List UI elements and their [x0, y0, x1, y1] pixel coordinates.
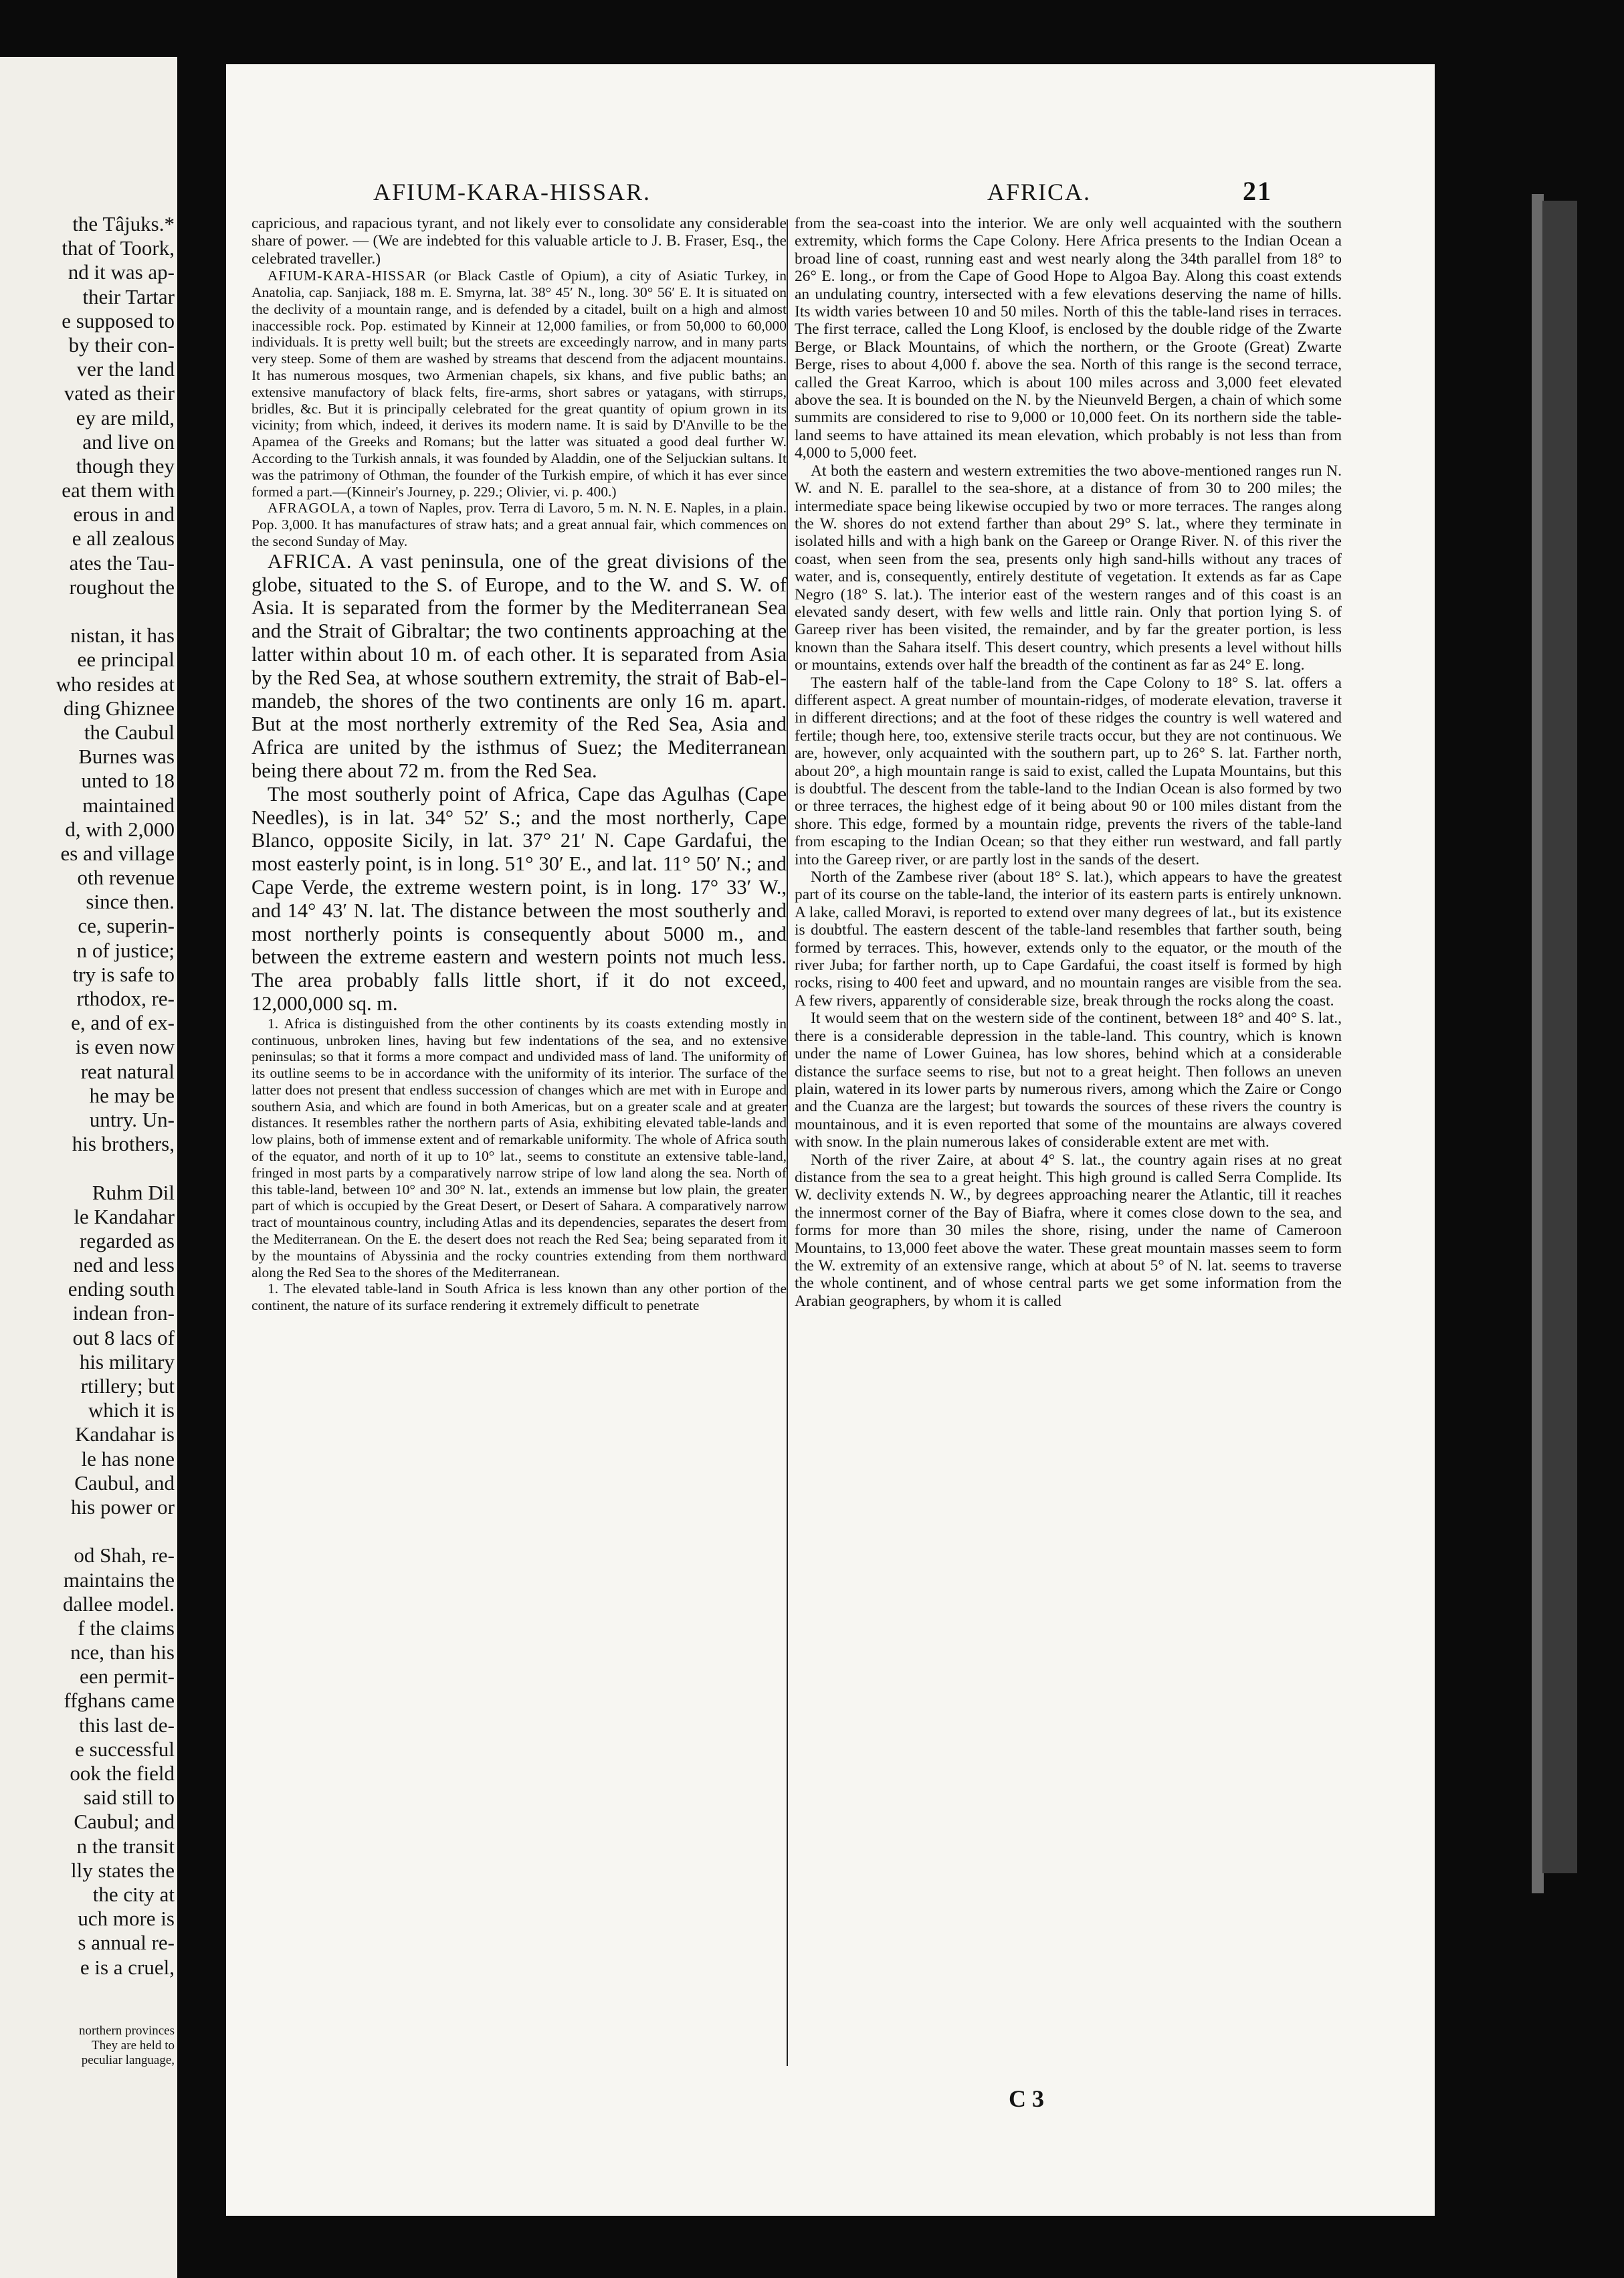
previous-page-line: Caubul, and [74, 1470, 175, 1495]
previous-page-line: the Caubul [84, 720, 175, 744]
paragraph: capricious, and rapacious tyrant, and not likely ever to consolidate any considerable share of power. — (We are indebted for this valuable article to J. B. Fraser, Esq., the celebrated traveller.) [251, 215, 787, 268]
previous-page-line: is even now [75, 1035, 175, 1059]
previous-page-line: he may be [89, 1083, 175, 1107]
previous-page-line: their Tartar [82, 284, 175, 308]
previous-page-line: his brothers, [72, 1132, 175, 1156]
previous-page-line: unted to 18 [81, 769, 175, 793]
paragraph: 1. The elevated table-land in South Africa is less known than any other portion of the continent, the nature of its surface rendering it extremely difficult to penetrate [251, 1280, 787, 1314]
paragraph [251, 500, 787, 549]
previous-page-footnote [2, 2024, 175, 2068]
previous-page-line: lly states the [71, 1858, 175, 1882]
previous-page-line: od Shah, re- [74, 1543, 175, 1568]
entry-text: A vast peninsula, one of the great divisions of the globe, situated to the S. of Europe, and to the W. and S. W. of Asia. It is separated from the former by the Mediterranean Sea and the Strait of Gibraltar; the two continents approaching at the latter within about 10 m. of each other. It is separated from Asia by the Red Sea, at whose southern extremity, the strait of Bab-el-mandeb, the shores of the two continents are only 16 m. apart. But at the most northerly extremity of the Red Sea, Asia and Africa are united by the isthmus of Suez; the Mediterranean being there about 72 m. from the Red Sea. [251, 549, 787, 782]
previous-page-line [2, 1519, 175, 1543]
previous-page-line: out 8 lacs of [72, 1325, 175, 1349]
previous-page-line [2, 1156, 175, 1180]
previous-page-line: vated as their [64, 381, 175, 405]
previous-page [0, 57, 177, 2278]
previous-page-line: said still to [83, 1786, 175, 1810]
paragraph: The eastern half of the table-land from the Cape Colony to 18° S. lat. offers a different aspect. A great number of mountain-ridges, of moderate elevation, traverse it in different directions; and at the foot of these ridges the country is well watered and fertile; though here, too, extensive sterile tracts occur, but they are not continuous. We are, however, only acquainted with the southern part, up to 26° S. lat. Farther north, about 20°, a high mountain range is said to exist, called the Lupata Mountains, but this is doubtful. The descent from the table-land to the Indian Ocean is also formed by two or three terraces, the highest edge of it being about 90 or 100 miles distant from the shore. This edge, formed by a mountain ridge, prevents the rivers of the table-land from escaping to the Indian Ocean; so that they either run westward, and fall partly into the Gareep river, or are partly lost in the sands of the desert. [795, 674, 1342, 868]
previous-page-line: which it is [88, 1398, 175, 1422]
previous-page-line: the city at [92, 1882, 175, 1906]
previous-page-line: rthodox, re- [76, 987, 175, 1010]
previous-page-line: roughout the [69, 575, 175, 599]
previous-page-line: ffghans came [64, 1689, 175, 1713]
previous-page-line: his power or [71, 1495, 175, 1519]
previous-page-line: ates the Tau- [69, 551, 175, 575]
previous-page-line: ver the land [76, 357, 175, 381]
previous-page-line: nd it was ap- [68, 260, 175, 284]
previous-page-line: e is a cruel, [80, 1955, 175, 1979]
previous-page-line: erous in and [73, 502, 175, 527]
previous-page-line: Caubul; and [74, 1810, 175, 1834]
previous-page-line: maintains the [63, 1568, 175, 1592]
previous-page-line: since then. [86, 890, 175, 914]
previous-page-footnote-line: peculiar language, [81, 2053, 175, 2067]
right-column [787, 215, 1342, 2095]
entry-heading: AFIUM-KARA-HISSAR [268, 268, 427, 284]
previous-page-line: e successful [75, 1737, 175, 1761]
previous-page-line: nistan, it has [70, 624, 175, 648]
previous-page-line: Ruhm Dil [92, 1180, 175, 1204]
previous-page-line: rtillery; but [80, 1374, 175, 1398]
previous-page-line [2, 599, 175, 624]
previous-page-line: ending south [68, 1277, 175, 1301]
previous-page-line: his military [79, 1349, 175, 1373]
paragraph: The most southerly point of Africa, Cape das Agulhas (Cape Needles), is in lat. 34° 52′ S.; and the most northerly, Cape Blanco, opposite Sicily, in lat. 37° 21′ N. Cape Gardafui, the most easterly point, is in long. 51° 30′ E., and lat. 11° 50′ N.; and Cape Verde, the extreme western point, is in long. 17° 33′ W., and 14° 43′ N. lat. The distance between the most southerly and most northerly points is consequently about 5000 m., and between the extreme eastern and western points not much less. The area probably falls little short, if it do not exceed, 12,000,000 sq. m. [251, 782, 787, 1015]
previous-page-line: ce, superin- [78, 914, 175, 938]
paragraph: 1. Africa is distinguished from the other continents by its coasts extending mostly in continuous, unbroken lines, having but few indentations of the sea, and no extensive peninsulas; so that it forms a more compact and undivided mass of land. The uniformity of its outline seems to be in accordance with the uniformity of its interior. The surface of the latter does not present that endless succession of changes which are met with in Europe and southern Asia, and which are found in both Americas, but on a greater scale and at greater distances. It resembles rather the northern parts of Asia, exhibiting elevated table-lands and low plains, both of immense extent and of remarkable uniformity. The whole of Africa south of the equator, and north of it up to 10° lat., seems to constitute an extensive table-land, fringed in most parts by a comparatively narrow stripe of low land along the sea. North of this table-land, between 10° and 30° N. lat., extends an immense but low plain, the greater part of which is occupied by the Great Desert, or Desert of Sahara. A comparatively narrow tract of mountainous country, including Atlas and its dependencies, separates the desert from the Mediterranean. On the E. the desert does not reach the Red Sea; being separated from it by the mountains of Abyssinia and the rocky countries extending from them northward along the Red Sea to the shores of the Mediterranean. [251, 1015, 787, 1280]
previous-page-line: een permit- [79, 1665, 175, 1689]
previous-page-line: and live on [82, 430, 175, 454]
previous-page-line: by their con- [68, 333, 175, 357]
entry-heading: AFRAGOLA [268, 500, 352, 516]
previous-page-line: e supposed to [62, 308, 175, 333]
book-edge [1542, 201, 1577, 1873]
previous-page-line: try is safe to [72, 962, 175, 986]
current-page [226, 64, 1435, 2216]
previous-page-line: le Kandahar [74, 1204, 175, 1228]
left-column [251, 215, 787, 2095]
previous-page-footnote-line: northern provinces [79, 2024, 175, 2038]
paragraph: North of the Zambese river (about 18° S. lat.), which appears to have the greatest part of its course on the table-land, the interior of its eastern parts is entirely unknown. A lake, called Moravi, is reported to extend over many degrees of lat., but its existence is doubtful. The eastern descent of the table-land resembles that farther south, being formed by terraces. This, however, extends only to the equator, or the mouth of the river Juba; for farther north, up to Cape Gardafui, the coast itself is formed by high rocks, rising to 400 feet and upward, and no mountain ranges are visible from the sea. A few rivers, apparently of considerable size, break through the rocks along the coast. [795, 868, 1342, 1010]
previous-page-line: who resides at [56, 672, 175, 696]
previous-page-line: dallee model. [63, 1592, 175, 1616]
previous-page-line: ee principal [77, 648, 175, 672]
header-right: AFRICA. [987, 179, 1092, 205]
previous-page-line: eat them with [62, 478, 175, 502]
paragraph: At both the eastern and western extremities the two above-mentioned ranges run N. W. and N. E. parallel to the sea-shore, at a distance of from 30 to 200 miles; the intermediate space being likewise occupied by two or more terraces. The ranges along the W. shores do not extend farther than about 29° S. lat., where they terminate in isolated hills and with a high bank on the Gareep or Orange River. N. of this river the coast, when seen from the sea, presents only high sand-hills without any traces of water, and is, consequently, entirely destitute of vegetation. It extends as far as Cape Negro (18° S. lat.). The interior east of the western ranges and of this coast is an elevated sandy desert, with few wells and little rain. Only that portion lying S. of Gareep river has been visited, the remainder, and by far the greater portion, is less known than the Sahara itself. This desert country, which presents a level without hills or mountains, extends over half the breadth of the continent as far as 24° E. long. [795, 462, 1342, 674]
previous-page-line: regarded as [80, 1228, 175, 1252]
entry-text: , a town of Naples, prov. Terra di Lavoro, 5 m. N. N. E. Naples, in a plain. Pop. 3,000. It has manufactures of straw hats; and a great annual fair, which commences on the second Sunday of May. [251, 500, 787, 549]
previous-page-line: n the transit [76, 1834, 175, 1858]
previous-page-line: Burnes was [78, 745, 175, 769]
previous-page-line: ook the field [70, 1762, 175, 1785]
previous-page-line: e all zealous [72, 527, 175, 551]
previous-page-line: f the claims [78, 1616, 175, 1640]
entry-heading: AFRICA. [268, 549, 352, 573]
previous-page-text [2, 212, 175, 1980]
previous-page-line: that of Toork, [62, 236, 175, 260]
previous-page-line: s annual re- [78, 1931, 175, 1955]
previous-page-line: uch more is [78, 1907, 175, 1931]
signature-mark: C 3 [1009, 2085, 1044, 2112]
previous-page-line: the Tâjuks.* [72, 212, 175, 235]
previous-page-line: Kandahar is [75, 1422, 175, 1446]
entry-text: (or Black Castle of Opium), a city of Asiatic Turkey, in Anatolia, cap. Sanjiack, 188 m. E. Smyrna, lat. 38° 45′ N., long. 30° 56′ E. It is situated on the declivity of a mountain range, and is defended by a citadel, built on a high and almost inaccessible rock. Pop. estimated by Kinneir at 12,000 families, or from 50,000 to 60,000 individuals. It is pretty well built; but the streets are exceedingly narrow, and in many parts very steep. Some of them are washed by streams that descend from the adjacent mountains. It has numerous mosques, two Armenian chapels, six khans, and five public baths; an extensive manufactory of black felts, fire-arms, short sabres or yatagans, with stirrups, bridles, &c. But it is principally celebrated for the great quantity of opium grown in its vicinity; from which, indeed, it derives its modern name. It is said by D'Anville to be the Apamea of the Greeks and Romans; but the latter was situated a good deal further W. According to the Turkish annals, it was founded by Aladdin, one of the Seljuckian sultans. It was the patrimony of Othman, the founder of the Turkish empire, of which it has ever since formed a part.—(Kinneir's Journey, p. 229.; Olivier, vi. p. 400.) [251, 268, 787, 500]
previous-page-line: nce, than his [70, 1640, 175, 1665]
paragraph [251, 550, 787, 783]
header-left: AFIUM-KARA-HISSAR. [373, 179, 651, 205]
previous-page-line: this last de- [79, 1713, 175, 1737]
previous-page-line: ey are mild, [76, 405, 175, 430]
previous-page-line: though they [76, 454, 175, 478]
paragraph: from the sea-coast into the interior. We are only well acquainted with the southern extremity, which forms the Cape Colony. Here Africa presents to the Indian Ocean a broad line of coast, running east and west nearly along the 34th parallel from 18° to 26° E. long., or from the Cape of Good Hope to Algoa Bay. Along this coast extends an undulating country, intersected with a few elevations deserving the name of hills. Its width varies between 10 and 50 miles. North of this the table-land rises in terraces. The first terrace, called the Long Kloof, is enclosed by the double ridge of the Zwarte Berge, or Black Mountains, of which the northern, or the Groote (Great) Zwarte Berge, rises to about 4,000 f. above the sea. North of this range is the second terrace, called the Great Karroo, which is about 100 miles across and 3,000 feet elevated above the sea. It is bounded on the N. by the Nieunveld Bergen, a chain of which some summits are considered to rise to 9,000 or 10,000 feet. On its northern side the table-land seems to have attained its mean elevation, which probably is not less than from 4,000 to 5,000 feet. [795, 215, 1342, 462]
page-number: 21 [1243, 176, 1272, 206]
previous-page-line: e, and of ex- [71, 1011, 175, 1035]
previous-page-line: untry. Un- [89, 1107, 175, 1131]
previous-page-line: maintained [82, 793, 175, 817]
paragraph [251, 268, 787, 500]
paragraph: North of the river Zaire, at about 4° S. lat., the country again rises at no great distance from the sea to a great height. This high ground is called Serra Complide. Its W. declivity extends N. W., by degrees approaching nearer the Atlantic, till it reaches the innermost corner of the Bay of Biafra, where it comes close down to the sea, and forms for more than 30 miles the shore, rising, under the name of Cameroon Mountains, to 13,000 feet above the water. These great mountain masses seem to form the W. extremity of an extensive range, which at about 5° of N. lat. seems to traverse the whole continent, and of whose central parts we get some information from the Arabian geographers, by whom it is called [795, 1151, 1342, 1310]
previous-page-line: ding Ghiznee [63, 696, 175, 720]
previous-page-line: indean fron- [72, 1301, 175, 1325]
previous-page-line: reat natural [80, 1059, 175, 1083]
previous-page-line: le has none [81, 1446, 175, 1470]
previous-page-line: oth revenue [77, 866, 175, 890]
running-header [226, 178, 1435, 218]
previous-page-line: d, with 2,000 [65, 817, 175, 841]
previous-page-line: n of justice; [76, 938, 175, 962]
previous-page-line: es and village [60, 841, 175, 865]
previous-page-footnote-line: They are held to [92, 2038, 175, 2053]
paragraph: It would seem that on the western side of the continent, between 18° and 40° S. lat., there is a considerable depression in the table-land. This country, which is known under the name of Lower Guinea, has low shores, behind which at a considerable distance the surface seems to rise, but not to a great height. Then follows an uneven plain, watered in its lower parts by numerous rivers, among which the Zaire or Congo and the Cuanza are the largest; but towards the sources of these rivers the country is mountainous, and it is even reported that some of the mountains are always covered with snow. In the plain numerous lakes of considerable extent are met with. [795, 1010, 1342, 1151]
previous-page-line: ned and less [73, 1253, 175, 1277]
